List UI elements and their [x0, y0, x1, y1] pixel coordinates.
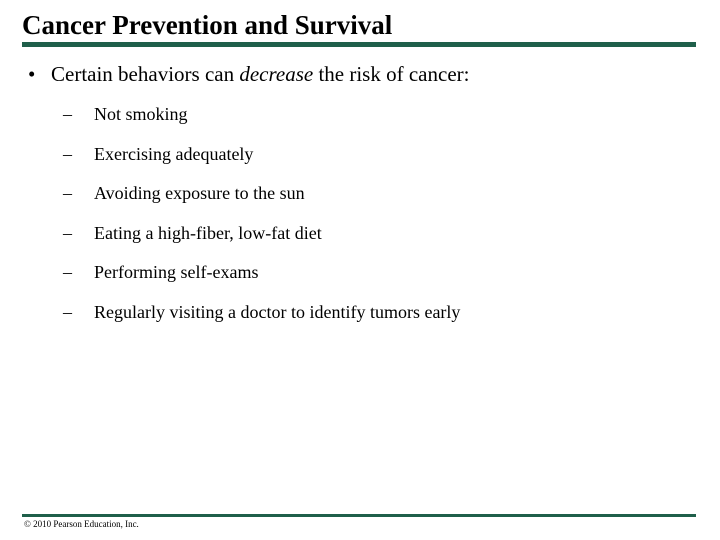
- sub-bullet-item: [63, 221, 460, 261]
- title-underline-rule: [22, 42, 696, 47]
- dash-icon: –: [63, 104, 72, 124]
- sub-bullet-list: [63, 102, 460, 340]
- main-bullet-text-before: Certain behaviors can: [51, 62, 240, 86]
- dash-icon: –: [63, 301, 72, 322]
- sub-bullet-text: Performing self-exams: [94, 262, 259, 283]
- copyright-footer: © 2010 Pearson Education, Inc.: [24, 519, 139, 529]
- sub-bullet-text: Eating a high-fiber, low-fat diet: [94, 222, 322, 243]
- main-bullet-text-after: the risk of cancer:: [313, 62, 470, 86]
- main-bullet: [28, 60, 469, 88]
- dash-icon: –: [63, 222, 72, 243]
- dash-icon: –: [63, 262, 72, 283]
- sub-bullet-text: Regularly visiting a doctor to identify tumors early: [94, 301, 461, 322]
- sub-bullet-text: Exercising adequately: [94, 143, 254, 164]
- dash-icon: –: [63, 143, 72, 164]
- dash-icon: –: [63, 183, 72, 204]
- bullet-icon: •: [28, 62, 36, 86]
- sub-bullet-item: [63, 260, 460, 300]
- sub-bullet-item: [63, 102, 460, 142]
- main-bullet-emphasis: decrease: [239, 62, 314, 86]
- sub-bullet-item: [63, 181, 460, 221]
- sub-bullet-text: Avoiding exposure to the sun: [94, 183, 305, 204]
- footer-rule: [22, 514, 696, 517]
- slide-title: Cancer Prevention and Survival: [22, 10, 393, 40]
- sub-bullet-text: Not smoking: [94, 104, 188, 124]
- sub-bullet-item: [63, 300, 460, 340]
- sub-bullet-item: [63, 142, 460, 182]
